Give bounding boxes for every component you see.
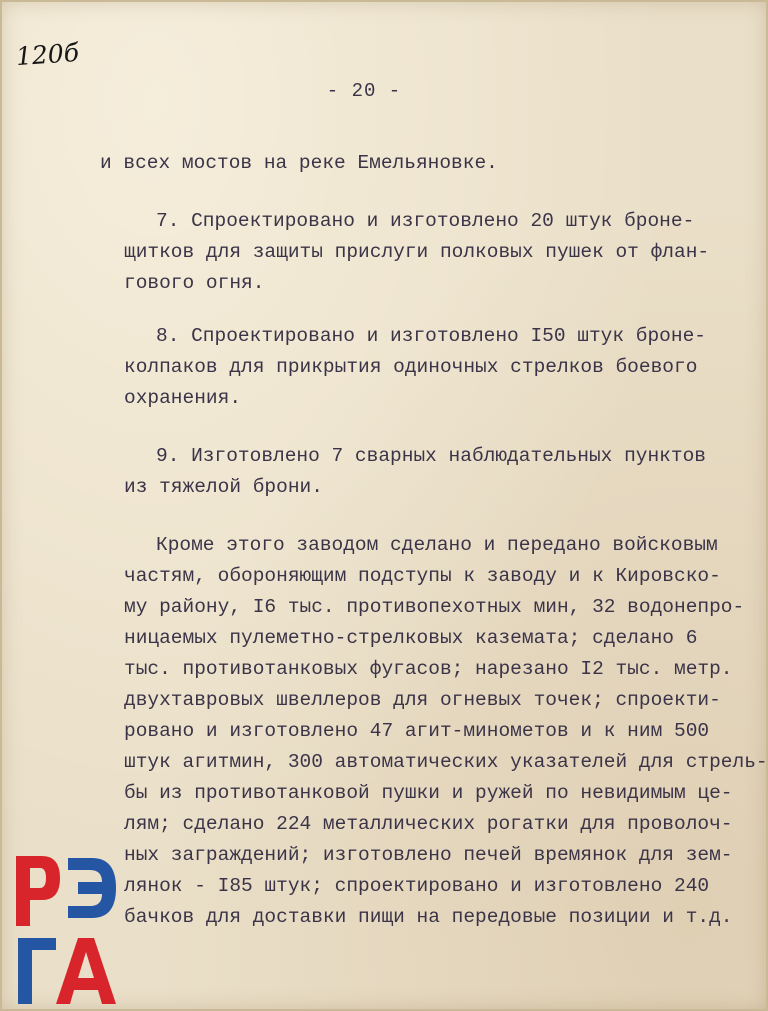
text-line: охранения. (124, 387, 242, 409)
archive-logo-icon (12, 848, 122, 1008)
paragraph-gap (100, 299, 740, 321)
text-line: колпаков для прикрытия одиночных стрелков боевого (124, 356, 698, 378)
text-line: щитков для защиты прислуги полковых пушек от флан- (124, 241, 710, 263)
paragraph-gap (100, 414, 740, 441)
text-line: Кроме этого заводом сделано и передано войсковым (156, 534, 718, 556)
text-line: лям; сделано 224 металлических рогатки для проволоч- (124, 813, 733, 835)
text-line: ровано и изготовлено 47 агит-минометов и к ним 500 (124, 720, 710, 742)
text-line: штук агитмин, 300 автоматических указателей для стрель- (124, 751, 768, 773)
page-number: - 20 - (326, 80, 402, 102)
text-line: 8. Спроектировано и изготовлено I50 штук броне- (156, 325, 706, 347)
text-line: частям, обороняющим подступы к заводу и к Кировско- (124, 565, 721, 587)
text-line: ницаемых пулеметно-стрелковых каземата; сделано 6 (124, 627, 698, 649)
text-line: тыс. противотанковых фугасов; нарезано I2 тыс. метр. (124, 658, 733, 680)
text-line: ных заграждений; изготовлено печей времянок для зем- (124, 844, 733, 866)
text-line: му району, I6 тыс. противопехотных мин, 32 водонепро- (124, 596, 745, 618)
text-line: 7. Спроектировано и изготовлено 20 штук броне- (156, 210, 695, 232)
text-line: и всех мостов на реке Емельяновке. (100, 152, 498, 174)
archive-number: 120б (15, 37, 80, 72)
text-line: лянок - I85 штук; спроектировано и изготовлено 240 (124, 875, 710, 897)
text-line: 9. Изготовлено 7 сварных наблюдательных пунктов (156, 445, 706, 467)
document-body (100, 148, 768, 933)
paragraph-gap (100, 503, 740, 530)
text-line: бачков для доставки пищи на передовые позиции и т.д. (124, 906, 733, 928)
paragraph-gap (100, 179, 740, 206)
text-line: гового огня. (124, 272, 265, 294)
text-line: бы из противотанковой пушки и ружей по невидимым це- (124, 782, 733, 804)
text-line: двухтавровых швеллеров для огневых точек; спроекти- (124, 689, 721, 711)
text-line: из тяжелой брони. (124, 476, 323, 498)
